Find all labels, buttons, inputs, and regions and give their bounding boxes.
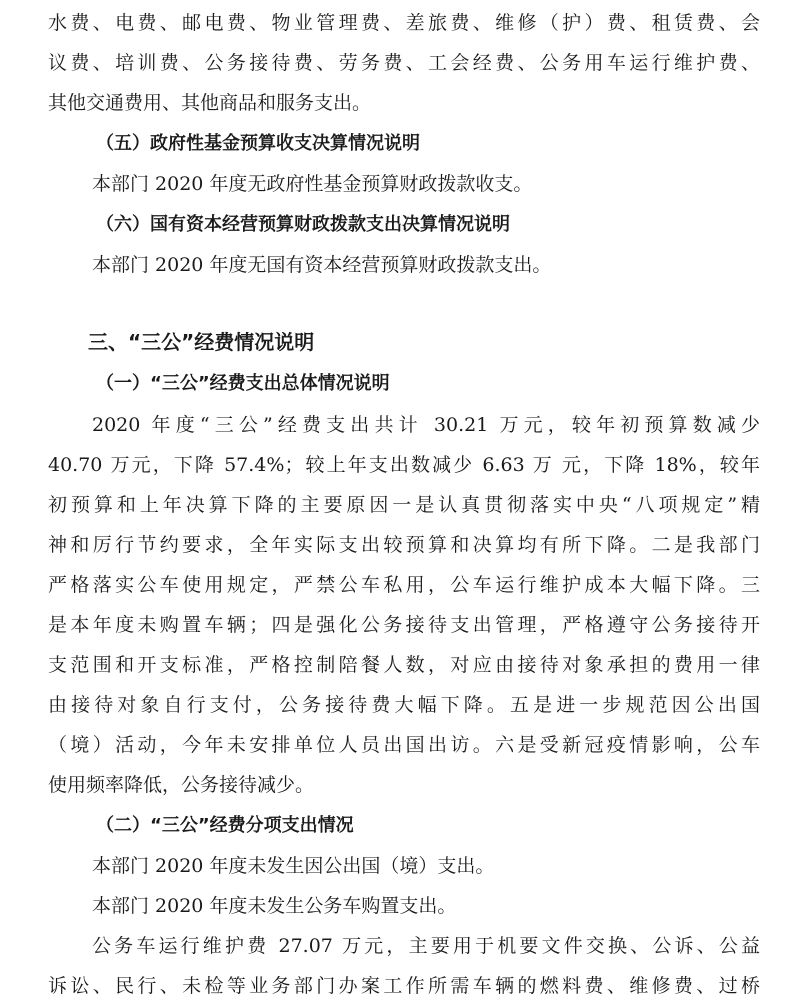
section-heading: （六）国有资本经营预算财政拨款支出决算情况说明 — [96, 214, 510, 235]
paragraph-line: 诉讼、民行、未检等业务部门办案工作所需车辆的燃料费、维修费、过桥 — [48, 975, 760, 997]
paragraph-line: 水费、电费、邮电费、物业管理费、差旅费、维修（护）费、租赁费、会 — [48, 12, 760, 34]
paragraph-line: 本部门 2020 年度未发生因公出国（境）支出。 — [92, 855, 495, 877]
section-heading: （五）政府性基金预算收支决算情况说明 — [96, 133, 420, 154]
paragraph-line: 本部门 2020 年度无政府性基金预算财政拨款收支。 — [92, 173, 533, 195]
paragraph-line: 公务车运行维护费 27.07 万元，主要用于机要文件交换、公诉、公益 — [92, 935, 760, 957]
paragraph-line: （境）活动，今年未安排单位人员出国出访。六是受新冠疫情影响，公车 — [48, 734, 760, 756]
paragraph-line: 由接待对象自行支付，公务接待费大幅下降。五是进一步规范因公出国 — [48, 694, 760, 716]
paragraph-line: 本部门 2020 年度无国有资本经营预算财政拨款支出。 — [92, 254, 552, 276]
section-heading: （二）“三公”经费分项支出情况 — [96, 815, 354, 836]
paragraph-line: 40.70 万元，下降 57.4%；较上年支出数减少 6.63 万 元，下降 18%，较年 — [48, 454, 760, 476]
paragraph-line: 其他交通费用、其他商品和服务支出。 — [48, 92, 372, 114]
paragraph-line: 是本年度未购置车辆；四是强化公务接待支出管理，严格遵守公务接待开 — [48, 614, 760, 636]
paragraph-line: 2020 年度“三公”经费支出共计 30.21 万元，较年初预算数减少 — [92, 414, 760, 436]
paragraph-line: 神和厉行节约要求，全年实际支出较预算和决算均有所下降。二是我部门 — [48, 534, 760, 556]
section-heading: （一）“三公”经费支出总体情况说明 — [96, 373, 390, 394]
part-heading: 三、“三公”经费情况说明 — [88, 330, 315, 354]
paragraph-line: 严格落实公车使用规定，严禁公车私用，公车运行维护成本大幅下降。三 — [48, 574, 760, 596]
paragraph-line: 初预算和上年决算下降的主要原因一是认真贯彻落实中央“八项规定”精 — [48, 494, 760, 516]
paragraph-line: 支范围和开支标准，严格控制陪餐人数，对应由接待对象承担的费用一律 — [48, 654, 760, 676]
paragraph-line: 议费、培训费、公务接待费、劳务费、工会经费、公务用车运行维护费、 — [48, 52, 760, 74]
paragraph-line: 使用频率降低，公务接待减少。 — [48, 774, 315, 796]
paragraph-line: 本部门 2020 年度未发生公务车购置支出。 — [92, 895, 457, 917]
